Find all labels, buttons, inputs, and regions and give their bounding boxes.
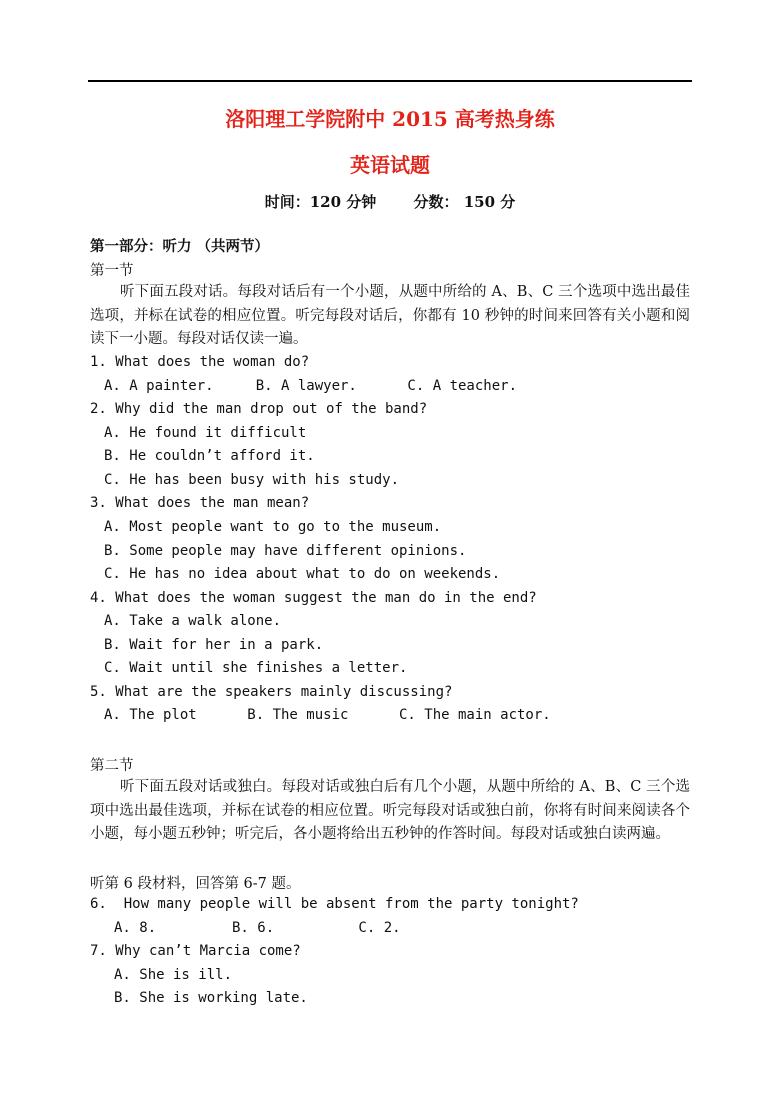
q3-option-b: B. Some people may have different opinions. [104, 543, 467, 559]
section1-label: 第一节 [90, 263, 134, 279]
q7-option-b: B. She is working late. [114, 990, 308, 1006]
exam-title: 洛阳理工学院附中 2015 高考热身练 [225, 107, 555, 131]
q5-options: A. The plot B. The music C. The main actor. [104, 707, 551, 723]
top-rule [88, 80, 692, 82]
exam-meta [0, 191, 780, 212]
q3-option-a: A. Most people want to go to the museum. [104, 519, 442, 535]
exam-score: 分数： 150 分 [413, 193, 516, 211]
q4-option-a: A. Take a walk alone. [104, 613, 282, 629]
q3-stem: 3. What does the man mean? [90, 495, 310, 511]
part1-heading: 第一部分：听力 （共两节） [90, 238, 270, 255]
q7-stem: 7. Why can’t Marcia come? [90, 943, 301, 959]
q2-option-c: C. He has been busy with his study. [104, 472, 400, 488]
section2-label: 第二节 [90, 758, 134, 774]
q3-option-c: C. He has no idea about what to do on weekends. [104, 566, 501, 582]
q2-option-b: B. He couldn’t afford it. [104, 448, 315, 464]
q2-option-a: A. He found it difficult [104, 425, 307, 441]
q6-options: A. 8. B. 6. C. 2. [114, 920, 401, 936]
q4-stem: 4. What does the woman suggest the man do in the end? [90, 590, 537, 606]
q7-option-a: A. She is ill. [114, 967, 233, 983]
exam-subject: 英语试题 [350, 153, 430, 177]
section2-material: 听第 6 段材料，回答第 6-7 题。 [90, 876, 301, 892]
exam-time: 时间：120 分钟 [264, 193, 377, 211]
q1-stem: 1. What does the woman do? [90, 354, 310, 370]
section2-instructions: 听下面五段对话或独白。每段对话或独白后有几个小题，从题中所给的 A、B、C 三个选项中选出最佳选项，并标在试卷的相应位置。听完每段对话或独白前，你将有时间来阅读各个小题，每小题五秒钟；听完后，各小题将给出五秒钟的作答时间。每段对话或独白读两遍。 [90, 779, 690, 842]
q4-option-c: C. Wait until she finishes a letter. [104, 660, 408, 676]
q2-stem: 2. Why did the man drop out of the band? [90, 401, 428, 417]
q1-options: A. A painter. B. A lawyer. C. A teacher. [104, 378, 518, 394]
q6-stem: 6. How many people will be absent from the party tonight? [90, 896, 579, 912]
section1-instructions: 听下面五段对话。每段对话后有一个小题，从题中所给的 A、B、C 三个选项中选出最佳选项，并标在试卷的相应位置。听完每段对话后，你都有 10 秒钟的时间来回答有关小题和阅读下一小题。每段对话仅读一遍。 [90, 284, 690, 347]
q4-option-b: B. Wait for her in a park. [104, 637, 324, 653]
q5-stem: 5. What are the speakers mainly discussing? [90, 684, 453, 700]
